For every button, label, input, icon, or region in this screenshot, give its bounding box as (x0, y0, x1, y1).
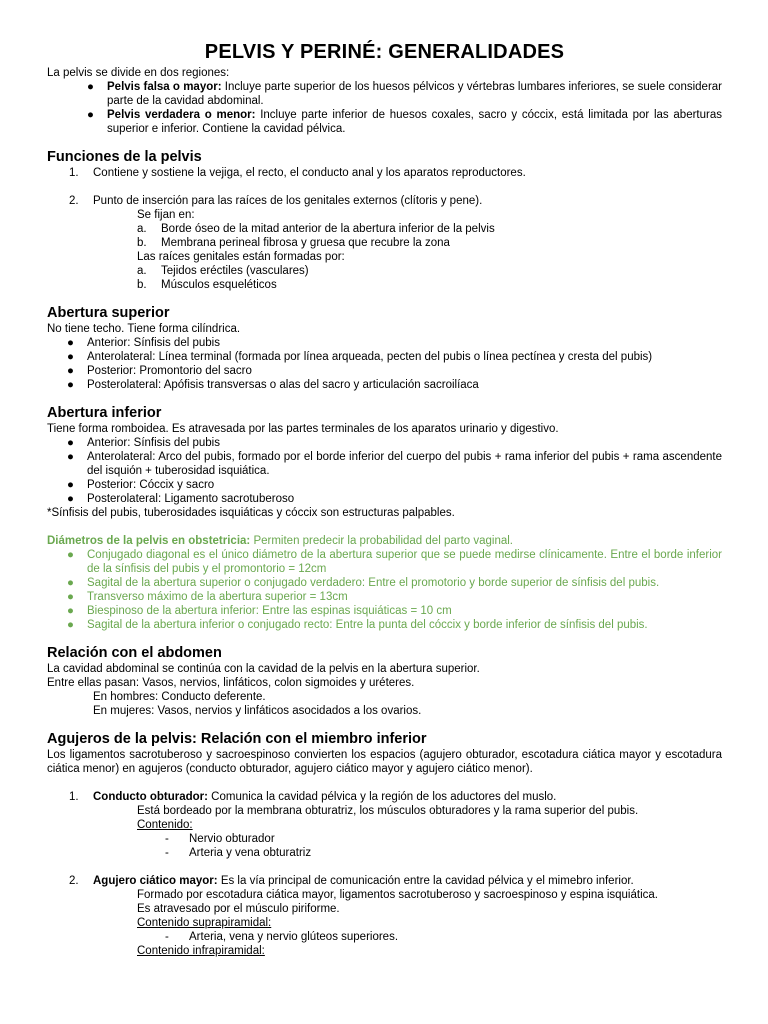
bullet-icon: ● (67, 451, 74, 463)
paragraph: La cavidad abdominal se continúa con la cavidad de la pelvis en la abertura superior. (47, 663, 480, 675)
section-heading: Abertura inferior (47, 405, 162, 421)
numbered-item: 1. Conducto obturador: Comunica la cavidad pélvica y la región de los aductores del muslo. (69, 791, 557, 803)
list-item: ● Conjugado diagonal es el único diámetro de la abertura superior que se puede medirse clínicamente. Entre el borde inferior de la sínfisis del pubis y el promontorio = 12cm (67, 549, 722, 575)
bullet-icon: ● (67, 605, 74, 617)
numbered-item: 2. Punto de inserción para las raíces de los genitales externos (clítoris y pene). (69, 195, 483, 207)
list-item: ● Posterior: Cóccix y sacro (67, 479, 215, 491)
section-heading: Funciones de la pelvis (47, 149, 202, 165)
diameters-intro: Diámetros de la pelvis en obstetricia: Permiten predecir la probabilidad del parto vaginal. (47, 535, 513, 547)
list-item: ● Transverso máximo de la abertura superior = 13cm (67, 591, 348, 603)
content-label: Contenido: (137, 819, 193, 831)
bullet-icon: ● (67, 493, 74, 505)
section-intro: No tiene techo. Tiene forma cilíndrica. (47, 323, 241, 335)
bullet-icon: ● (67, 365, 74, 377)
paragraph: Formado por escotadura ciática mayor, ligamentos sacrotuberoso y sacroespinoso y espina isquiática. (137, 889, 658, 901)
bullet-icon: ● (67, 351, 74, 363)
paragraph: Está bordeado por la membrana obturatriz, los músculos obturadores y la rama superior del pubis. (137, 805, 639, 817)
paragraph: En hombres: Conducto deferente. (93, 691, 266, 703)
list-item: ● Pelvis falsa o mayor: Incluye parte superior de los huesos pélvicos y vértebras lumbares inferiores, se suele considerar parte de la cavidad abdominal. (87, 81, 722, 107)
list-item: b. Músculos esqueléticos (137, 279, 277, 291)
bullet-icon: ● (67, 337, 74, 349)
bullet-icon: ● (67, 577, 74, 589)
list-item: a. Tejidos eréctiles (vasculares) (137, 265, 309, 277)
list-item: ● Sagital de la abertura inferior o conjugado recto: Entre la punta del cóccix y borde inferior de sínfisis del pubis. (67, 619, 648, 631)
intro-text: La pelvis se divide en dos regiones: (47, 67, 230, 79)
content-label: Contenido infrapiramidal: (137, 945, 265, 957)
paragraph: Es atravesado por el músculo piriforme. (137, 903, 340, 915)
numbered-item: 2. Agujero ciático mayor: Es la vía principal de comunicación entre la cavidad pélvica y el mimebro inferior. (69, 875, 634, 887)
paragraph: Los ligamentos sacrotuberoso y sacroespinoso convierten los espacios (agujero obturador, escotadura ciática mayor y escotadura ciática menor) en agujeros (conducto obturador, agujero ciático mayor y agujero ciático menor). (47, 749, 722, 775)
list-item: ● Anterolateral: Línea terminal (formada por línea arqueada, pecten del pubis o línea pectínea y cresta del pubis) (67, 351, 653, 363)
paragraph: En mujeres: Vasos, nervios y linfáticos asocidados a los ovarios. (93, 705, 422, 717)
section-heading: Relación con el abdomen (47, 645, 222, 661)
section-intro: Tiene forma romboidea. Es atravesada por las partes terminales de los aparatos urinario y digestivo. (47, 423, 559, 435)
list-item: ● Sagital de la abertura superior o conjugado verdadero: Entre el promotorio y borde superior de sínfisis del pubis. (67, 577, 660, 589)
list-item: b. Membrana perineal fibrosa y gruesa que recubre la zona (137, 237, 450, 249)
document-page (47, 40, 722, 958)
paragraph: Entre ellas pasan: Vasos, nervios, linfáticos, colon sigmoides y uréteres. (47, 677, 415, 689)
list-item: a. Borde óseo de la mitad anterior de la abertura inferior de la pelvis (137, 223, 495, 235)
list-item: ● Anterior: Sínfisis del pubis (67, 437, 220, 449)
bullet-icon: ● (67, 379, 74, 391)
sub-heading: Se fijan en: (137, 209, 195, 221)
list-item: ● Posterolateral: Apófisis transversas o alas del sacro y articulación sacroilíaca (67, 379, 479, 391)
list-item: ● Biespinoso de la abertura inferior: Entre las espinas isquiáticas = 10 cm (67, 605, 452, 617)
sub-heading: Las raíces genitales están formadas por: (137, 251, 345, 263)
bullet-icon: ● (67, 619, 74, 631)
list-item: - Arteria y vena obturatriz (165, 847, 312, 859)
bullet-icon: ● (87, 109, 94, 121)
numbered-item: 1. Contiene y sostiene la vejiga, el recto, el conducto anal y los aparatos reproductores. (69, 167, 526, 179)
list-item: ● Posterolateral: Ligamento sacrotuberoso (67, 493, 295, 505)
list-item: - Nervio obturador (165, 833, 275, 845)
list-item: ● Pelvis verdadera o menor: Incluye parte inferior de huesos coxales, sacro y cóccix, está limitada por las aberturas superior e inferior. Contiene la cavidad pélvica. (87, 109, 722, 135)
list-item: - Arteria, vena y nervio glúteos superiores. (165, 931, 399, 943)
page-title: PELVIS Y PERINÉ: GENERALIDADES (204, 41, 565, 63)
bullet-icon: ● (67, 549, 74, 561)
note-text: *Sínfisis del pubis, tuberosidades isquiáticas y cóccix son estructuras palpables. (47, 507, 455, 519)
list-item: ● Posterior: Promontorio del sacro (67, 365, 252, 377)
bullet-icon: ● (67, 479, 74, 491)
content-label: Contenido suprapiramidal: (137, 917, 272, 929)
list-item: ● Anterior: Sínfisis del pubis (67, 337, 220, 349)
bullet-icon: ● (87, 81, 94, 93)
section-heading: Abertura superior (47, 305, 170, 321)
section-heading: Agujeros de la pelvis: Relación con el miembro inferior (47, 731, 427, 747)
bullet-icon: ● (67, 591, 74, 603)
list-item: ● Anterolateral: Arco del pubis, formado por el borde inferior del cuerpo del pubis + rama inferior del pubis + rama ascendente del isquión + tuberosidad isquiática. (67, 451, 722, 477)
bullet-icon: ● (67, 437, 74, 449)
